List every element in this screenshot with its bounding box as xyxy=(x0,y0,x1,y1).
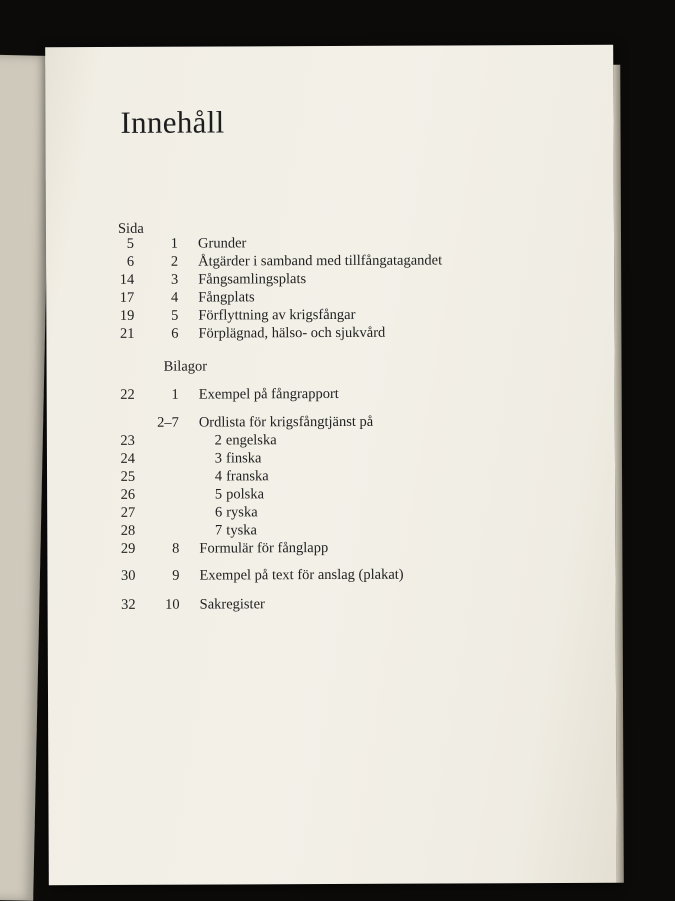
toc-text: Grunder xyxy=(197,235,247,252)
toc-page: 14 xyxy=(119,271,135,288)
toc-page: 6 xyxy=(126,253,135,270)
toc-row xyxy=(47,539,615,559)
toc-row xyxy=(47,566,615,586)
toc-page: 30 xyxy=(120,567,136,584)
toc-text: tyska xyxy=(226,522,257,539)
toc-text: Exempel på fångrapport xyxy=(198,385,339,403)
toc-number: 6 xyxy=(214,504,223,521)
table-of-contents xyxy=(45,45,617,885)
toc-text: Exempel på text för anslag (plakat) xyxy=(199,566,404,584)
toc-text: franska xyxy=(226,468,269,485)
toc-number: 2 xyxy=(214,432,222,449)
bilagor-heading: Bilagor xyxy=(163,358,208,375)
toc-row xyxy=(46,324,614,344)
toc-text: Åtgärder i samband med tillfångatagandet xyxy=(198,252,443,270)
toc-page: 28 xyxy=(120,522,136,539)
toc-page: 22 xyxy=(120,386,135,403)
toc-text: Fångplats xyxy=(198,289,255,306)
toc-page: 32 xyxy=(121,596,136,613)
toc-page: 24 xyxy=(120,450,136,467)
toc-number: 4 xyxy=(170,289,179,306)
toc-number: 1 xyxy=(171,386,179,403)
toc-text: Formulär för fånglapp xyxy=(199,540,329,557)
toc-text: ryska xyxy=(226,504,258,521)
toc-page: 29 xyxy=(120,540,136,557)
toc-text: Sakregister xyxy=(199,596,265,613)
sida-label: Sida xyxy=(117,220,144,237)
toc-text: polska xyxy=(226,486,265,503)
toc-text: finska xyxy=(225,450,262,467)
toc-text: Fångsamlingsplats xyxy=(198,271,307,288)
toc-page: 21 xyxy=(119,325,135,342)
toc-page: 26 xyxy=(120,486,136,503)
page-title: Innehåll xyxy=(120,104,225,140)
toc-number: 4 xyxy=(214,468,223,485)
toc-text: Ordlista för krigsfångtjänst på xyxy=(198,413,374,431)
toc-page: 23 xyxy=(120,432,135,449)
toc-number: 10 xyxy=(165,596,180,613)
toc-text: Förflyttning av krigsfångar xyxy=(198,306,356,324)
toc-number: 5 xyxy=(214,486,223,503)
toc-number: 6 xyxy=(171,325,179,342)
toc-text: engelska xyxy=(225,432,277,449)
toc-number: 1 xyxy=(170,235,179,252)
toc-page: 5 xyxy=(126,235,135,252)
toc-row xyxy=(48,595,616,615)
toc-text: Förplägnad, hälso- och sjukvård xyxy=(198,324,386,342)
toc-row xyxy=(47,385,615,405)
toc-page: 17 xyxy=(119,289,135,306)
toc-number: 8 xyxy=(172,540,180,557)
toc-number: 9 xyxy=(172,567,180,584)
book-page xyxy=(45,45,617,885)
toc-number: 3 xyxy=(170,271,179,288)
toc-number: 3 xyxy=(214,450,223,467)
left-page-edge xyxy=(0,54,51,901)
toc-page: 27 xyxy=(120,504,136,521)
toc-page: 25 xyxy=(120,468,136,485)
toc-number: 2–7 xyxy=(157,414,179,431)
toc-number: 2 xyxy=(170,253,179,270)
toc-number: 5 xyxy=(171,307,179,324)
toc-page: 19 xyxy=(119,307,135,324)
toc-number: 7 xyxy=(214,522,223,539)
